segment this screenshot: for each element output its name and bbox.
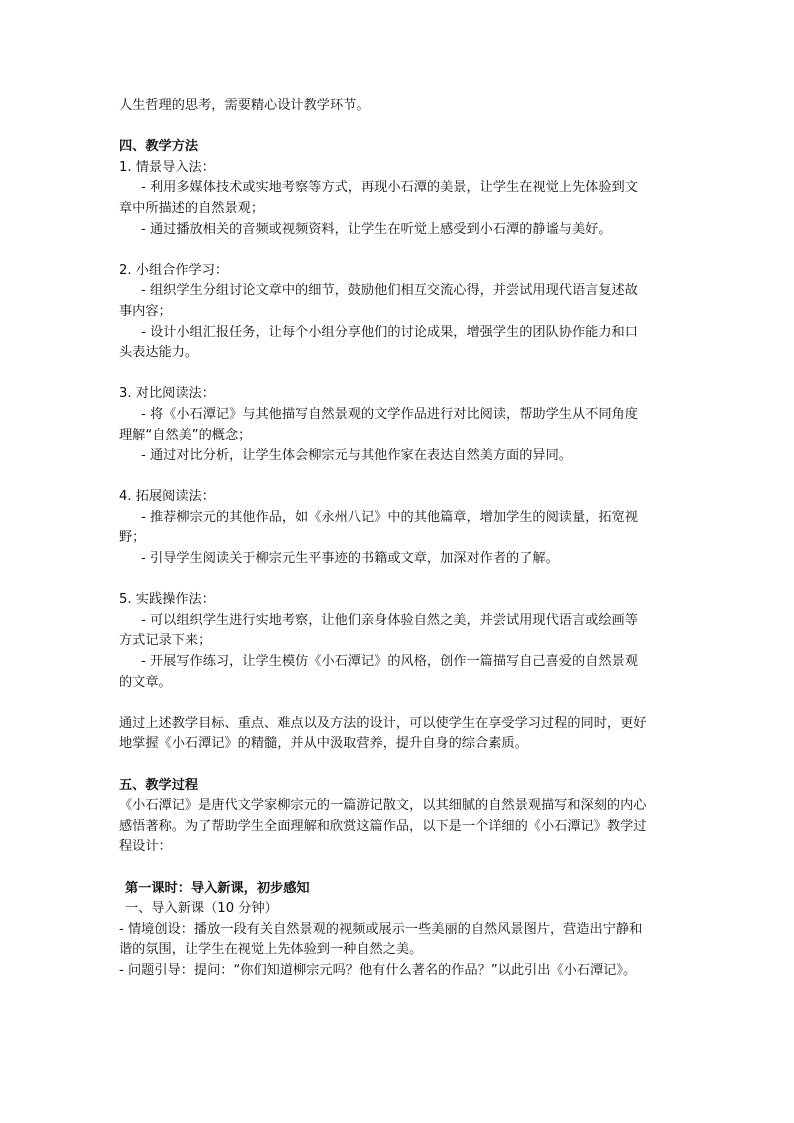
part-line: - 情境创设：播放一段有关自然景观的视频或展示一些美丽的自然风景图片，营造出宁静和 bbox=[119, 921, 643, 937]
summary-line: 通过上述教学目标、重点、难点以及方法的设计，可以使学生在享受学习过程的同时，更好 bbox=[119, 715, 647, 731]
part-line: 谐的氛围，让学生在视觉上先体验到一种自然之美。 bbox=[119, 942, 423, 958]
method-line: 理解“自然美”的概念； bbox=[119, 427, 252, 443]
method-line: 头表达能力。 bbox=[119, 345, 199, 361]
part-heading: 一、导入新课（10 分钟） bbox=[125, 901, 278, 917]
method-line: - 通过播放相关的音频或视频资料，让学生在听觉上感受到小石潭的静谧与美好。 bbox=[141, 221, 612, 237]
method-line: - 推荐柳宗元的其他作品，如《永州八记》中的其他篇章，增加学生的阅读量，拓宽视 bbox=[141, 509, 638, 525]
intro-line: 《小石潭记》是唐代文学家柳宗元的一篇游记散文，以其细腻的自然景观描写和深刻的内心 bbox=[119, 798, 647, 814]
method-line: - 将《小石潭记》与其他描写自然景观的文学作品进行对比阅读，帮助学生从不同角度 bbox=[141, 406, 638, 422]
method-line: 事内容； bbox=[119, 303, 172, 319]
method-title: 4. 拓展阅读法： bbox=[119, 489, 215, 505]
intro-line: 感悟著称。为了帮助学生全面理解和欣赏这篇作品，以下是一个详细的《小石潭记》教学过 bbox=[119, 818, 647, 834]
method-title: 2. 小组合作学习： bbox=[119, 262, 229, 278]
method-line: - 设计小组汇报任务，让每个小组分享他们的讨论成果，增强学生的团队协作能力和口 bbox=[141, 324, 638, 340]
lesson-heading: 第一课时：导入新课，初步感知 bbox=[125, 880, 310, 896]
method-line: - 利用多媒体技术或实地考察等方式，再现小石潭的美景，让学生在视觉上先体验到文 bbox=[141, 180, 638, 196]
section-heading: 五、教学过程 bbox=[119, 777, 199, 793]
document-page bbox=[119, 96, 689, 982]
part-line: - 问题引导：提问：“你们知道柳宗元吗？他有什么著名的作品？”以此引出《小石潭记》。 bbox=[119, 962, 637, 978]
method-line: - 引导学生阅读关于柳宗元生平事迹的书籍或文章，加深对作者的了解。 bbox=[141, 551, 559, 567]
method-line: 章中所描述的自然景观； bbox=[119, 200, 265, 216]
method-title: 1. 情景导入法： bbox=[119, 159, 215, 175]
summary-line: 地掌握《小石潭记》的精髓，并从中汲取营养，提升自身的综合素质。 bbox=[119, 736, 528, 752]
method-line: 方式记录下来； bbox=[119, 633, 212, 649]
method-line: - 开展写作练习，让学生模仿《小石潭记》的风格，创作一篇描写自己喜爱的自然景观 bbox=[141, 654, 638, 670]
method-line: 野； bbox=[119, 530, 146, 546]
method-line: - 通过对比分析，让学生体会柳宗元与其他作家在表达自然美方面的异同。 bbox=[141, 448, 572, 464]
method-line: - 可以组织学生进行实地考察，让他们亲身体验自然之美，并尝试用现代语言或绘画等 bbox=[141, 612, 638, 628]
paragraph-line: 人生哲理的思考，需要精心设计教学环节。 bbox=[119, 98, 370, 113]
section-heading: 四、教学方法 bbox=[119, 139, 199, 155]
intro-line: 程设计： bbox=[119, 839, 172, 855]
method-title: 3. 对比阅读法： bbox=[119, 386, 215, 402]
method-line: 的文章。 bbox=[119, 674, 172, 690]
method-title: 5. 实践操作法： bbox=[119, 592, 215, 608]
method-line: - 组织学生分组讨论文章中的细节，鼓励他们相互交流心得，并尝试用现代语言复述故 bbox=[141, 283, 638, 299]
